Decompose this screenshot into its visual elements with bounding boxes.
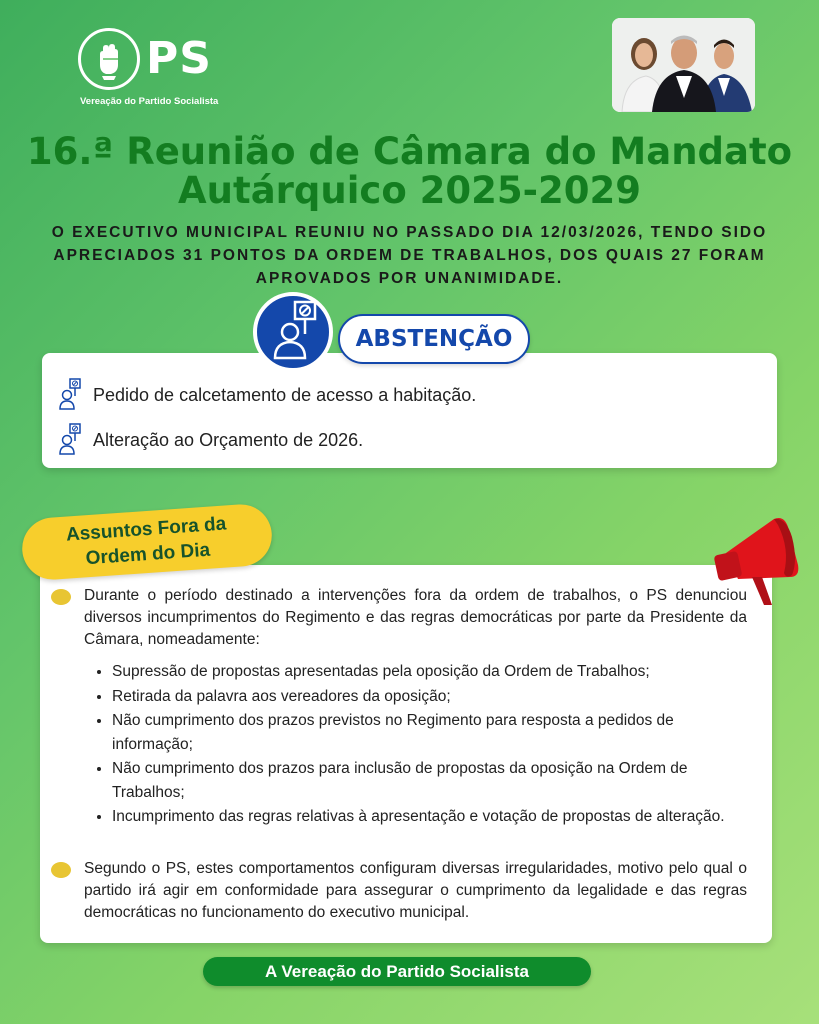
bullet-dot [51,589,71,605]
list-item: • Não cumprimento dos prazos previstos no Regimento para resposta a pedidos de informação; [112,709,732,756]
ps-wordmark: PS [146,33,212,84]
bullet-dot [51,862,71,878]
list-item: • Supressão de propostas apresentadas pela oposição da Ordem de Trabalhos; [112,660,732,684]
list-item [58,378,476,412]
abstention-item-text: Pedido de calcetamento de acesso a habitação. [93,384,477,405]
logo-subtitle: Vereação do Partido Socialista [80,96,219,107]
abstain-person-icon [58,378,82,412]
abstention-item-text: Alteração ao Orçamento de 2026. [93,429,364,450]
list-item: • Não cumprimento dos prazos para inclusão de propostas da oposição na Ordem de Trabalhos; [112,757,732,804]
ps-logo [78,28,218,112]
councillors-photo [612,18,755,112]
list-item [58,423,363,457]
footer-banner: A Vereação do Partido Socialista [203,957,591,986]
closing-paragraph: Segundo o PS, estes comportamentos configuram diversas irregularidades, motivo pelo qual o partido irá agir em conformidade para assegurar o cumprimento da legalidade e das regras democráticas no funcionamento do executivo municipal. [84,860,747,921]
list-item: • Incumprimento das regras relativas à apresentação e votação de propostas de alteração. [112,805,732,829]
intro-paragraph: Durante o período destinado a intervenções fora da ordem de trabalhos, o PS denunciou diversos incumprimentos do Regimento e das regras democráticas por parte da Presidente da Câmara, nomeadamente: [84,587,747,648]
abstain-person-icon [58,423,82,457]
meeting-summary: O EXECUTIVO MUNICIPAL REUNIU NO PASSADO DIA 12/03/2026, TENDO SIDO APRECIADOS 31 PONTOS DA ORDEM DE TRABALHOS, DOS QUAIS 27 FORAM APROVADOS POR UNANIMIDADE. [51,224,768,287]
abstention-label: ABSTENÇÃO [338,314,530,364]
tag-line-2: Ordem do Dia [84,539,211,570]
irregularities-list [94,660,732,830]
list-item: • Retirada da palavra aos vereadores da oposição; [112,685,732,709]
person-holding-sign-icon [253,292,333,372]
page-title: 16.ª Reunião de Câmara do Mandato Autárquico 2025-2029 [26,130,793,212]
tag-line-1: Assuntos Fora da [65,513,227,546]
fist-rose-icon [78,28,140,90]
